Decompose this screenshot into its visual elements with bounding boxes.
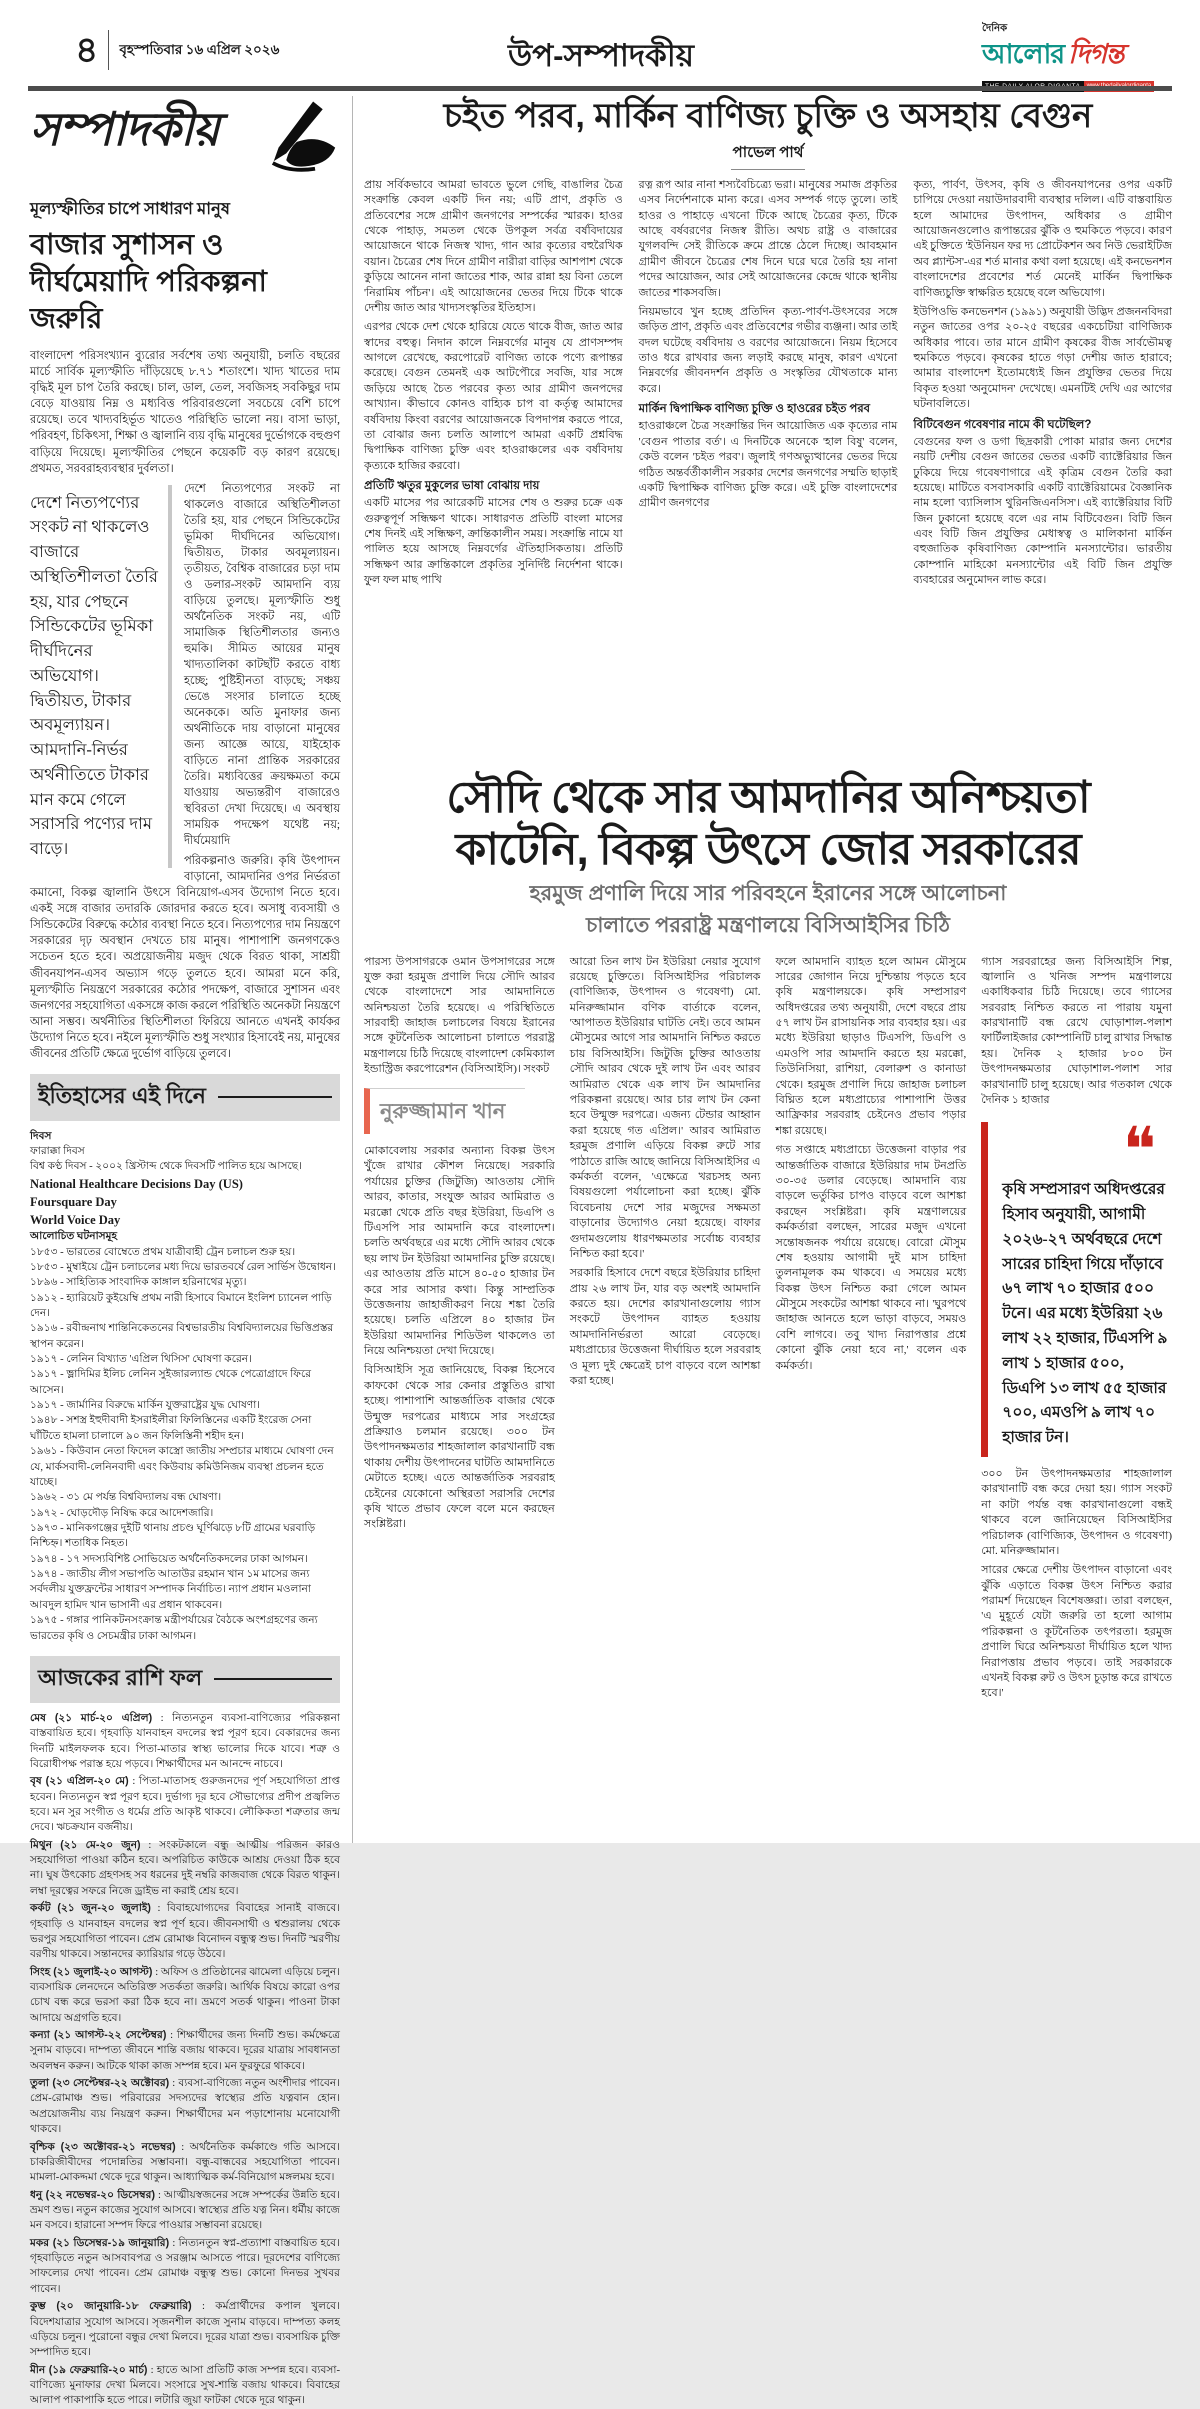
editorial-headline: বাজার সুশাসন ও দীর্ঘমেয়াদি পরিকল্পনা জরুরি [30,229,267,336]
body-paragraph: হাওরাঞ্চলে চৈত্র সংক্রান্তির দিন আয়োজিত এক কৃত্যের নাম 'বেগুন পাতার বর্ত'। এ দিনটিকে অনেকে 'হাল বিষু' বলেন, কেউ বলেন 'চইত পরব'। জুলাই গণঅভ্যুত্থানের ভেতর দিয়ে গঠিত অন্তর্বর্তীকালীন সরকার দেশের জনগণের সম্মতি ছাড়াই একটি দ্বিপাক্ষিক বাণিজ্য চুক্তি করে। এই চুক্তি বাংলাদেশের গ্রামীণ জনগণের [638,420,898,510]
horoscope-entry: বৃশ্চিক (২৩ অক্টোবর-২১ নভেম্বর) : অর্থনৈতিক কর্মকাণ্ডে গতি আসবে। চাকরিজীবীদের পদোন্নতির সম্ভাবনা। বন্ধু-বান্ধবের সহযোগিতা পাবেন। মামলা-মোকদ্দমা থেকে দূরে থাকুন। আধ্যাত্মিক কর্ম-বিনিয়োগ মঙ্গলময় হবে। [30,2140,341,2184]
masthead-daily: দৈনিক [982,23,1008,34]
editorial-kicker: মূল্যস্ফীতির চাপে সাধারণ মানুষ [30,199,230,218]
article2-column-3 [776,955,967,1875]
horoscope-section-header [30,1656,340,1703]
article2-subtitle-line1: হরমুজ প্রণালি দিয়ে সার পরিবহনে ইরানের সঙ্গে আলোচনা [529,881,1007,905]
body-paragraph: গ্যাস সরবরাহের জন্য বিসিআইসি শিল্প, জ্বালানি ও খনিজ সম্পদ মন্ত্রণালয়ে একাধিকবার চিঠি দিয়েছে। তবে গ্যাসের সরবরাহ নিশ্চিত করতে না পারায় যমুনা কারখানাটি বন্ধ রেখে ঘোড়াশাল-পলাশ ফার্টিলাইজার কোম্পানিটি চালু রাখার সিদ্ধান্ত হয়। দৈনিক ২ হাজার ৮০০ টন উৎপাদনক্ষমতার ঘোড়াশাল-পলাশ সার কারখানাটি চালু হয়েছে। আর গতকাল থেকে দৈনিক ১ হাজার [981,955,1172,1107]
article1-byline-rule [731,169,805,170]
masthead-logo [982,24,1150,92]
article2-subtitle-line2: চালাতে পররাষ্ট্র মন্ত্রণালয়ে বিসিআইসির চিঠি [585,914,950,938]
reporter-byline: নুরুজ্জামান খান [364,1088,525,1134]
history-item: ১৯১৬ - রবীন্দ্রনাথ শান্তিনিকেতনের বিশ্বভারতীয় বিশ্ববিদ্যালয়ের ভিত্তিপ্রস্তর স্থাপন করেন। [30,1323,334,1350]
masthead-name [982,34,1150,79]
history-item: ১৯১৭ - জার্মানির বিরুদ্ধে মার্কিন যুক্তরাষ্ট্রের যুদ্ধ ঘোষণা। [30,1400,261,1412]
horoscope-sign: সিংহ (২১ জুলাই-২০ আগস্ট) [30,1965,153,1978]
article-opinion [364,96,1172,738]
horoscope-entry: তুলা (২৩ সেপ্টেম্বর-২২ অক্টোবর) : ব্যবসা-বাণিজ্যে নতুন অংশীদার পাবেন। প্রেম-রোমাঞ্চ শুভ। পরিবারের সদস্যদের স্বাস্থ্যের প্রতি যত্নবান হোন। অপ্রয়োজনীয় ব্যয় নিয়ন্ত্রণ করুন। শিক্ষার্থীদের মন পড়াশোনায় মনোযোগী থাকবে। [30,2077,341,2136]
hand-pen-icon [244,98,340,180]
body-paragraph: আরো তিন লাখ টন ইউরিয়া নেয়ার সুযোগ রয়েছে চুক্তিতে। বিসিআইসির পরিচালক (বাণিজ্যিক, উৎপাদন ও গবেষণা) মো. মনিরুজ্জামান বণিক বার্তাকে বলেন, 'আপাতত ইউরিয়ার ঘাটতি নেই। তবে আমন মৌসুমের আগে সার আমদানি নিশ্চিত করতে চায় বিসিআইসি। জিটুজি চুক্তির আওতায় সৌদি আরব থেকে দুই লাখ টন এবং আরব আমিরাত থেকে এক লাখ টন আমদানির পরিকল্পনা রয়েছে। আর চার লাখ টন কেনা হবে উন্মুক্ত দরপত্রে। এজন্য টেন্ডার আহ্বান করা হয়েছে গত এপ্রিল।' আরব আমিরাত হরমুজ প্রণালি এড়িয়ে বিকল্প রুটে সার পাঠাতে রাজি আছে জানিয়ে বিসিআইসির এ কর্মকর্তা বলেন, 'এক্ষেত্রে খরচসহ অন্য বিষয়গুলো পর্যালোচনা করা হচ্ছে। ঝুঁকি বিবেচনায় দেশে সার মজুদের সক্ষমতা বাড়ানোর উদ্যোগও নেয়া হয়েছে। বাফার গুদামগুলোয় ধারণক্ষমতার সর্বোচ্চ ব্যবহার নিশ্চিত করা হবে।' [569,955,761,1260]
history-item: ১৮৫৩ - ভারতের বোম্বেতে প্রথম যাত্রীবাহী ট্রেন চলাচল শুরু হয়। [30,1246,296,1258]
history-item: দিবস [30,1130,52,1142]
article2-columns [364,955,1172,1875]
article2-column-4 [981,955,1172,1875]
article1-byline: পাভেল পার্থ [732,144,804,161]
body-paragraph: প্রায় সর্বিকভাবে আমরা ভাবতে ভুলে গেছি, বাঙালির চৈত্র সংক্রান্তি কেবল একটি দিন নয়; এটি প্রাণ, প্রকৃতি ও প্রতিবেশের সঙ্গে গ্রামীণ জনগণের সম্পর্কের স্মারক। হাওর থেকে পাহাড়, সমতল থেকে উপকূল সর্বত্র বর্ষবিদায়ের আয়োজনে থাকে নিজস্ব খাদ্য, গান আর কৃত্যের বহুরৈখিক বয়ান। চৈত্রের শেষ দিনে গ্রামীণ নারীরা বাড়ির আশপাশ থেকে কুড়িয়ে আনেন নানা জাতের শাক, আর রান্না হয় বিনা তেলে 'নিরামিষ পাঁচন'। এই আয়োজনের ভেতর দিয়ে টিকে থাকে দেশীয় জাত আর খাদ্যসংস্কৃতির ইতিহাস। [364,178,623,314]
history-item: National Healthcare Decisions Day (US) [30,1176,243,1191]
horoscope-sign: কন্যা (২১ আগস্ট-২২ সেপ্টেম্বর) [30,2029,167,2042]
horoscope-sign: তুলা (২৩ সেপ্টেম্বর-২২ অক্টোবর) [30,2077,170,2090]
body-paragraph: ইউপিওভি কনভেনশন (১৯৯১) অনুযায়ী উদ্ভিদ প্রজননবিদরা নতুন জাতের ওপর ২০-২৫ বছরের একচেটিয়া বাণিজ্যিক অধিকার পাবে। তার মানে গ্রামীণ কৃষকের বীজ সার্বভৌমত্ব হুমকিতে পড়বে। কৃষকের হাতে গড়া দেশীয় জাত হারাবে; আমার বাংলাদেশ ইতোমধ্যেই জিন প্রযুক্তির ভেতর দিয়ে বিকৃত হওয়া 'অনুমোদন' দেখেছে। এমনটিই দেখি এর আগের ঘটনাবলিতে। [913,305,1173,411]
body-paragraph: বিসিআইসি সূত্র জানিয়েছে, বিকল্প হিসেবে কাফকো থেকে সার কেনার প্রস্তুতিও রাখা হচ্ছে। পাশাপাশি আন্তর্জাতিক বাজার থেকে উন্মুক্ত দরপত্রের মাধ্যমে সার সংগ্রহের প্রক্রিয়াও চলমান রয়েছে। ৩০০ টন উৎপাদনক্ষমতার শাহজালাল কারখানাটি বন্ধ থাকায় দেশীয় উৎপাদনের ঘাটতি আমদানিতে মেটাতে হচ্ছে। এতে আন্তর্জাতিক সরবরাহ চেইনের যেকোনো অস্থিরতা সরাসরি দেশের কৃষি খাতে প্রভাব ফেলে বলে মনে করছেন সংশ্লিষ্টরা। [364,1364,555,1531]
history-item: ১৯৭৪ - ১৭ সদস্যবিশিষ্ট সোভিয়েত অর্থনৈতিকদলের ঢাকা আগমন। [30,1553,308,1565]
horoscope-entry: কুম্ভ (২০ জানুয়ারি-১৮ ফেব্রুয়ারি) : কর্মপ্রার্থীদের কপাল খুলবে। বিদেশযাত্রার সুযোগ আসবে। সৃজনশীল কাজে সুনাম বাড়বে। দাম্পত্য কলহ এড়িয়ে চলুন। পুরোনো বন্ধুর দেখা মিলবে। দূরের যাত্রা শুভ। ব্যবসায়িক চুক্তি সম্পাদিত হবে। [30,2300,340,2359]
section-page-title: উপ-সম্পাদকীয় [507,38,694,73]
history-item: ১৯১৭ - লেনিন বিখ্যাত 'এপ্রিল থিসিস' ঘোষণা করেন। [30,1354,252,1366]
header-rule [28,86,1172,91]
body-paragraph: সারের ক্ষেত্রে দেশীয় উৎপাদন বাড়ানো এবং ঝুঁকি এড়াতে বিকল্প উৎস নিশ্চিত করার পরামর্শ দিয়েছেন বিশেষজ্ঞরা। তারা বলছেন, 'এ মুহূর্তে যেটা জরুরি তা হলো আগাম পরিকল্পনা ও কূটনৈতিক তৎপরতা। হরমুজ প্রণালি ঘিরে অনিশ্চয়তা দীর্ঘায়িত হলে খাদ্য নিরাপত্তায় প্রভাব পড়বে। তাই সরকারকে এখনই বিকল্প রুট ও উৎস চূড়ান্ত করে রাখতে হবে।' [981,1564,1172,1700]
history-item: ১৮৯৬ - সাহিত্যিক সাংবাদিক কাঙ্গাল হরিনাথের মৃত্যু। [30,1277,247,1289]
history-item: আলোচিত ঘটনাসমূহ [30,1231,118,1243]
body-paragraph: বেগুনের ফল ও ডগা ছিদ্রকারী পোকা মারার জন্য দেশের নয়টি দেশীয় বেগুন জাতের ভেতর একটি ব্যাক্টেরিয়ার জিন ঢুকিয়ে দিয়ে গবেষণাগারে এই কৃত্রিম বেগুন তৈরি করা হয়েছে। মাটিতে বসবাসকারি একটি ব্যাক্টেরিয়ামের বৈজ্ঞানিক নাম হলো 'ব্যাসিলাস থুরিনজিএনসিস'। এই ব্যাক্টেরিয়ার বিটি জিন ঢুকানো হয়েছে বলে এর নাম বিটিবেগুন। বিটি জিন এবং বিটি জিন প্রযুক্তির মেধাস্বত্ব ও মালিকানা মার্কিন বহুজাতিক কৃষিবাণিজ্য কোম্পানি মনস্যান্টোর। ভারতীয় কোম্পানি মাহিকো মনস্যান্টোর এই বিটি জিন প্রযুক্তি ব্যবহারের অনুমোদন লাভ করে। [913,435,1173,587]
article2-headline-line1: সৌদি থেকে সার আমদানির অনিশ্চয়তা [446,773,1090,822]
horoscope-entry: মেষ (২১ মার্চ-২০ এপ্রিল) : নিত্যনতুন ব্যবসা-বাণিজ্যের পরিকল্পনা বাস্তবায়িত হবে। গৃহবাড়ি যানবাহন বদলের স্বপ্ন পূরণ হবে। বেকারদের জন্য দিনটি মাইলফলক হবে। পিতা-মাতার স্বাস্থ্য ভালোর দিকে যাবে। শত্রু ও বিরোধীপক্ষ পরাস্ত হয়ে পড়বে। শিক্ষার্থীদের মন আনন্দে নাচবে। [30,1711,340,1770]
page-number: ৪ [75,29,99,70]
article2-column-1 [364,955,555,1875]
body-paragraph: পারস্য উপসাগরকে ওমান উপসাগরের সঙ্গে যুক্ত করা হরমুজ প্রণালি দিয়ে সৌদি আরব থেকে বাংলাদেশে সার আমদানিতে অনিশ্চয়তা তৈরি হয়েছে। এ পরিস্থিতিতে সারবাহী জাহাজ চলাচলের বিষয়ে ইরানের সঙ্গে কূটনৈতিক আলোচনা চালাতে পররাষ্ট্র মন্ত্রণালয়ে চিঠি দিয়েছে বাংলাদেশ কেমিক্যাল ইন্ডাস্ট্রিজ করপোরেশন (বিসিআইসি)। সংকট [364,955,555,1076]
article2-headline-line2: কাটেনি, বিকল্প উৎসে জোর সরকারের [455,824,1081,874]
horoscope-entry: সিংহ (২১ জুলাই-২০ আগস্ট) : অফিস ও প্রতিষ্ঠানের ঝামেলা এড়িয়ে চলুন। ব্যবসায়িক লেনদেনে অতিরিক্ত সতর্কতা জরুরি। আর্থিক বিষয়ে কারো ওপর চোখ বন্ধ করে ভরসা করা ঠিক হবে না। ভ্রমণে সতর্ক থাকুন। পাওনা টাকা আদায়ে অগ্রগতি হবে। [30,1965,341,2024]
horoscope-sign: কর্কট (২১ জুন-২০ জুলাই) [30,1902,151,1915]
editorial-paragraph: পরিকল্পনাও জরুরি। কৃষি উৎপাদন বাড়ানো, আমদানির ওপর নির্ভরতা কমানো, বিকল্প জ্বালানি উৎসে বিনিয়োগ-এসব উদ্যোগ নিতে হবে। একই সঙ্গে বাজার তদারকি জোরদার করতে হবে। অসাধু ব্যবসায়ী ও সিন্ডিকেটের বিরুদ্ধে কঠোর ব্যবস্থা নিতে হবে। নিত্যপণ্যের দাম নিয়ন্ত্রণে সরকারের দৃঢ় অবস্থান দেখতে চায় মানুষ। পাশাপাশি জনগণকেও সচেতন হতে হবে। অপ্রয়োজনীয় মজুদ থেকে বিরত থাকা, সাশ্রয়ী জীবনযাপন-এসব অভ্যাস গড়ে তুলতে হবে। আমরা মনে করি, মূল্যস্ফীতি নিয়ন্ত্রণে সরকারের কঠোর পদক্ষেপ, বাজারে সুশাসন এবং জনগণের সহযোগিতা একসঙ্গে কাজ করলে পরিস্থিতি অনেকটা নিয়ন্ত্রণে আনা সম্ভব। অর্থনীতির স্থিতিশীলতা ফিরিয়ে আনতে এখনই কার্যকর উদ্যোগ নিতে হবে। নইলে মূল্যস্ফীতি শুধু সংখ্যার হিসাবেই নয়, মানুষের জীবনের প্রতিটি ক্ষেত্রে দুর্ভোগ বাড়িয়ে তুলবে। [30,855,340,1060]
history-item: ১৯১২ - হ্যারিয়েট কুইয়েম্বি প্রথম নারী হিসাবে বিমানে ইংলিশ চ্যানেল পাড়ি দেন। [30,1292,332,1319]
history-item: ফারাক্কা দিবস [30,1146,85,1158]
horoscope-entry: ধনু (২২ নভেম্বর-২০ ডিসেম্বর) : আত্মীয়স্বজনের সঙ্গে সম্পর্কের উন্নতি হবে। ভ্রমণ শুভ। নতুন কাজের সুযোগ আসবে। স্বাস্থ্যের প্রতি যত্ন নিন। ধর্মীয় কাজে মন বসবে। হারানো সম্পদ ফিরে পাওয়ার সম্ভাবনা রয়েছে। [30,2188,340,2232]
body-paragraph: ফলে আমদানি ব্যাহত হলে আমন মৌসুমে সারের জোগান নিয়ে দুশ্চিন্তায় পড়তে হবে কৃষি মন্ত্রণালয়কে। কৃষি সম্প্রসারণ অধিদপ্তরের তথ্য অনুযায়ী, দেশে বছরে প্রায় ৫৭ লাখ টন রাসায়নিক সার ব্যবহার হয়। এর মধ্যে ইউরিয়া ছাড়াও টিএসপি, ডিএপি ও এমওপি সার আমদানি করতে হয় মরক্কো, তিউনিসিয়া, রাশিয়া, বেলারুশ ও কানাডা থেকে। হরমুজ প্রণালি দিয়ে জাহাজ চলাচল বিঘ্নিত হলে মধ্যপ্রাচ্যের পাশাপাশি উত্তর আফ্রিকার সরবরাহ চেইনেও প্রভাব পড়ার শঙ্কা রয়েছে। [775,955,967,1137]
body-paragraph: রত্ন রূপ আর নানা শস্যবৈচিত্র্যে ভরা। মানুষের সমাজ প্রকৃতির এসব নির্দেশনাকে মান্য করে। এসব সম্পর্ক গড়ে তুলে। তাই হাওর ও পাহাড়ে এখনো টিকে আছে চৈত্রের কৃত্য, টিকে আছে বর্ষবরণের নিজস্ব রীতি। অথচ রাষ্ট্র ও বাজারের যুগলবন্দি সেই রীতিকে ক্রমে প্রান্তে ঠেলে দিচ্ছে। আবহমান গ্রামীণ জীবনে চৈত্রের শেষ দিনে ঘরে ঘরে তৈরি হয় নানা পদের আয়োজন, আর সেই আয়োজনের কেন্দ্রে থাকে স্থানীয় জাতের শাকসবজি। [638,178,898,299]
horoscope-sign: বৃশ্চিক (২৩ অক্টোবর-২১ নভেম্বর) [30,2140,176,2153]
article1-column-1 [364,178,623,738]
article-fertilizer [364,772,1172,1843]
horoscope-entry: মকর (২১ ডিসেম্বর-১৯ জানুয়ারি) : নিত্যনতুন স্বপ্ন-প্রত্যাশা বাস্তবায়িত হবে। গৃহবাড়িতে নতুন আসবাবপত্র ও সরঞ্জাম আসতে পারে। দূরদেশের বাণিজ্যে সাফল্যের দেখা পাবেন। প্রেম রোমাঞ্চ বন্ধুত্ব শুভ। কোনো দিনভর সুখবর পাবেন। [30,2236,340,2295]
history-item: ১৯৬১ - কিউবান নেতা ফিদেল কাস্ত্রো জাতীয় সম্প্রচার মাধ্যমে ঘোষণা দেন যে, মার্কসবাদী-লেনিনবাদী এবং কিউবায় কমিউনিজম ব্যবস্থা প্রচলন হতে যাচ্ছে। [30,1446,334,1488]
history-header-rule [218,1096,332,1098]
history-item: ১৯৬২ - ৩১ মে পর্যন্ত বিশ্ববিদ্যালয় বন্ধ ঘোষণা। [30,1492,222,1504]
masthead-name-alor: আলোর [982,39,1065,69]
horoscope-entry: মিথুন (২১ মে-২০ জুন) : সংকটকালে বন্ধু আত্মীয় পরিজন কারও সহযোগিতা পাওয়া কঠিন হবে। অপরিচিত কাউকে আশ্রয় দেওয়া ঠিক হবে না। ঘুষ উৎকোচ গ্রহণসহ সব ধরনের দুই নম্বরি কাজবাজ থেকে বিরত থাকুন। লম্বা দূরত্বের সফরে নিজে ড্রাইভ না করাই শ্রেয় হবে। [30,1838,340,1897]
article2-column-4-top [981,955,1172,1109]
horoscope-section-title: আজকের রাশি ফল [38,1664,203,1690]
body-paragraph: কৃত্য, পার্বণ, উৎসব, কৃষি ও জীবনযাপনের ওপর একটি চাপিয়ে দেওয়া নয়াউদারবাদী ব্যবস্থার দলিল। এটি বাস্তবায়িত হলে আমাদের উৎপাদন, অধিকার ও গ্রামীণ আয়োজনগুলোও রূপান্তরের ঝুঁকি ও হুমকিতে পড়বে। কারণ এই চুক্তিতে 'ইউনিয়ন ফর দ্য প্রোটেকশন অব নিউ ভেরাইটিজ অব প্ল্যান্টস'-এর শর্ত মানার কথা বলা হয়েছে। এই কনভেনশন বাংলাদেশের প্রবেশের শর্ত মেনেই মার্কিন দ্বিপাক্ষিক বাণিজ্যচুক্তি স্বাক্ষরিত হয়েছে বলে অভিযোগ। [913,178,1173,299]
editorial-lead: বাংলাদেশ পরিসংখ্যান ব্যুরোর সর্বশেষ তথ্য অনুযায়ী, চলতি বছরের মার্চে সার্বিক মূল্যস্ফীতি দাঁড়িয়েছে ৮.৭১ শতাংশে। খাদ্য খাতের দাম বৃদ্ধিই মূল চাপ তৈরি করছে। চাল, ডাল, তেল, সবজিসহ সবকিছুর দাম বেড়ে যাওয়ায় নিম্ন ও মধ্যবিত্ত পরিবারগুলো সবচেয়ে বেশি চাপে রয়েছে। তবে খাদ্যবহির্ভূত খাতেও পরিস্থিতি ভালো নয়। বাসা ভাড়া, পরিবহণ, চিকিৎসা, শিক্ষা ও জ্বালানি ব্যয় বৃদ্ধি মানুষের দুর্ভোগকে বহুগুণ বাড়িয়ে দিয়েছে। মূল্যস্ফীতির পেছনে কয়েকটি বড় কারণ রয়েছে। প্রথমত, সরবরাহব্যবস্থার দুর্বলতা। [30,350,340,475]
article1-columns [364,178,1172,738]
body-paragraph: সরকারি হিসাবে দেশে বছরে ইউরিয়ার চাহিদা প্রায় ২৬ লাখ টন, যার বড় অংশই আমদানি করতে হয়। দেশের কারখানাগুলোয় গ্যাস সংকটে উৎপাদন ব্যাহত হওয়ায় আমদানিনির্ভরতা আরো বেড়েছে। মধ্যপ্রাচ্যের উত্তেজনা দীর্ঘায়িত হলে সরবরাহ ও মূল্য দুই ক্ষেত্রেই চাপ বাড়বে বলে আশঙ্কা করা হচ্ছে। [569,1267,761,1388]
history-item: ১৯১৭ - ভ্লাদিমির ইলিচ লেনিন সুইজারল্যান্ড থেকে পেত্রোগ্রাদে ফিরে আসেন। [30,1369,312,1396]
horoscope-sign: ধনু (২২ নভেম্বর-২০ ডিসেম্বর) [30,2188,155,2201]
history-section-title: ইতিহাসের এই দিনে [38,1082,206,1108]
horoscope-header-rule [214,1678,332,1680]
horoscope-list [30,1711,340,2409]
editorial-logo-word: সম্পাদকীয় [30,104,219,155]
statistics-quote-box [981,1113,1172,1457]
editorial-body-wrap [30,481,340,1062]
horoscope-sign: মীন (১৯ ফেব্রুয়ারি-২০ মার্চ) [30,2363,148,2376]
editorial-paragraph: দেশে নিত্যপণ্যের সংকট না থাকলেও বাজারে অস্থিতিশীলতা তৈরি হয়, যার পেছনে সিন্ডিকেটের ভূমিকা দীর্ঘদিনের অভিযোগ। দ্বিতীয়ত, টাকার অবমূল্যায়ন। তৃতীয়ত, বৈশ্বিক বাজারের চড়া দাম ও ডলার-সংকট আমদানি ব্যয় বাড়িয়ে তুলছে। মূল্যস্ফীতি শুধু অর্থনৈতিক সংকট নয়, এটি সামাজিক স্থিতিশীলতার জন্যও হুমকি। সীমিত আয়ের মানুষ খাদ্যতালিকা কাটছাঁট করতে বাধ্য হচ্ছে; পুষ্টিহীনতা বাড়ছে; সঞ্চয় ভেঙে সংসার চালাতে হচ্ছে অনেককে। অতি মুনাফার জন্য অর্থনীতিকে দায় বাড়ানো মানুষের জন্য আজ্ঞে আয়ে, যাইহোক বাড়িতে নানা প্রান্তিক সরকারের তৈরি। মধ্যবিত্তের ক্রয়ক্ষমতা কমে যাওয়ায় অভ্যন্তরীণ বাজারেও স্থবিরতা দেখা দিয়েছে। এ অবস্থায় সাময়িক পদক্ষেপ যথেষ্ট নয়; দীর্ঘমেয়াদি [184,482,340,848]
quote-text: কৃষি সম্প্রসারণ অধিদপ্তরের হিসাব অনুযায়ী, আগামী ২০২৬-২৭ অর্থবছরে দেশে সারের চাহিদা গিয়ে দাঁড়াবে ৬৭ লাখ ৭০ হাজার ৫০০ টনে। এর মধ্যে ইউরিয়া ২৬ লাখ ২২ হাজার, টিএসপি ৯ লাখ ১ হাজার ৫০০, ডিএপি ১৩ লাখ ৫৫ হাজার ৭০০, এমওপি ৯ লাখ ৭০ হাজার টন। [1002,1181,1168,1447]
quote-icon: ❝ [1122,1113,1156,1187]
body-paragraph: মোকাবেলায় সরকার অন্যান্য বিকল্প উৎস খুঁজে রাখার কৌশল নিয়েছে। সরকারি পর্যায়ের চুক্তির (জিটুজি) আওতায় সৌদি আরব, কাতার, সংযুক্ত আরব আমিরাত ও মরক্কো থেকে প্রতি বছর ইউরিয়া, ডিএপি ও টিএসপি সার আমদানি করে বাংলাদেশ। চলতি অর্থবছরে এর মধ্যে সৌদি আরব থেকে ছয় লাখ টন ইউরিয়া আমদানির চুক্তি রয়েছে। এর আওতায় প্রতি মাসে ৪০-৫০ হাজার টন করে সার আসার কথা। কিন্তু সাম্প্রতিক উত্তেজনায় জাহাজীকরণ নিয়ে শঙ্কা তৈরি হয়েছে। চলতি এপ্রিলে ৪০ হাজার টন ইউরিয়া আমদানির শিডিউল থাকলেও তা নিয়ে অনিশ্চয়তা দেখা দিয়েছে। [364,1145,555,1358]
editorial-body [30,348,340,1061]
history-section-header [30,1074,340,1121]
masthead-name-diganta: দিগন্ত [1068,39,1124,69]
article2-column-1-rest [364,1144,555,1533]
body-paragraph: একটি মাসের পর আরেকটি মাসের শেষ ও শুরুর চক্রে এক গুরুত্বপূর্ণ সন্ধিক্ষণ থাকে। সাধারণত প্রতিটি বাংলা মাসের শেষ দিনই এই সন্ধিক্ষণ, ক্রান্তিকালীন সময়। সংক্রান্তি নামে যা পালিত হয়ে আসছে নিম্নবর্গের ঐতিহাসিকতায়। প্রতিটি সন্ধিক্ষণ আর ক্রান্তিকালে প্রকৃতির সুনির্দিষ্ট নির্দেশনা থাকে। ফুল ফল মাছ পাখি [364,497,623,587]
body-paragraph: নিয়মভাবে খুন হচ্ছে প্রতিদিন কৃত্য-পার্বণ-উৎসবের সঙ্গে জড়িত প্রাণ, প্রকৃতি এবং প্রতিবেশের গভীর ব্যঞ্জনা। আর তাই বদল ঘটেছে বর্ষবিদায় ও বরণের আয়োজনে। নিয়ম হিসেবে তাও ধরে রাখবার জন্য লড়াই করছে মানুষ, কারণ এখনো নিম্নবর্গের জীবনদর্শন প্রকৃতি ও সংস্কৃতির যৌথতাকে মান্য করে। [638,305,898,395]
history-item: ১৯৪৮ - সশস্ত্র ইহুদীবাদী ইসরাইলীরা ফিলিস্তিনের একটি ইংরেজ সেনা ঘাঁটিতে হামলা চালালে ৯০ জন ফিলিস্তিনী শহীদ হন। [30,1415,312,1442]
article1-column-3 [913,178,1172,738]
horoscope-entry: কর্কট (২১ জুন-২০ জুলাই) : বিবাহযোগ্যদের বিবাহের সানাই বাজবে। গৃহবাড়ি ও যানবাহন বদলের স্বপ্ন পূর্ণ হবে। জীবনসাথী ও শ্বশুরালয় থেকে ভরপুর সহযোগিতা পাবেন। প্রেম রোমাঞ্চ বিনোদন বন্ধুত্ব শুভ। দিনটি স্মরণীয় বরণীয় থাকবে। সন্তানদের ক্যারিয়ার গড়ে উঠবে। [30,1902,340,1961]
history-list [30,1129,340,1644]
editorial-logo [30,98,340,194]
editorial-pullquote: দেশে নিত্যপণ্যের সংকট না থাকলেও বাজারে অস্থিতিশীলতা তৈরি হয়, যার পেছনে সিন্ডিকেটের ভূমিকা দীর্ঘদিনের অভিযোগ। দ্বিতীয়ত, টাকার অবমূল্যায়ন। আমদানি-নির্ভর অর্থনীতিতে টাকার মান কমে গেলে সরাসরি পণ্যের দাম বাড়ে। [30,485,172,868]
article1-column-2 [639,178,898,738]
horoscope-sign: মকর (২১ ডিসেম্বর-১৯ জানুয়ারি) [30,2236,170,2249]
horoscope-entry: কন্যা (২১ আগস্ট-২২ সেপ্টেম্বর) : শিক্ষার্থীদের জন্য দিনটি শুভ। কর্মক্ষেত্রে সুনাম বাড়বে। দাম্পত্য জীবনে শান্তি বজায় থাকবে। দূরের যাত্রায় সাবধানতা অবলম্বন করুন। আটকে থাকা কাজ সম্পন্ন হবে। মন ফুরফুরে থাকবে। [30,2029,340,2072]
history-item: ১৯৭৪ - জাতীয় লীগ সভাপতি আতাউর রহমান খান ১ম মাসের জন্য সর্বদলীয় যুক্তফ্রন্টের সাধারণ সম্পাদক নির্বাচিত। ন্যাপ প্রধান মওলানা আবদুল হামিদ খান ভাসানী এর প্রধান থাকবেন। [30,1569,311,1611]
body-paragraph: এরপর থেকে দেশ থেকে হারিয়ে যেতে থাকে বীজ, জাত আর স্বাদের বহুত্ব। নিদান কালে নিম্নবর্গের মানুষ যে প্রাণসম্পদ আগলে রেখেছে, করপোরেট বাণিজ্য তাকে পণ্যে রূপান্তর করেছে। বেগুন তেমনই এক আটপৌরে সবজি, যার সঙ্গে জড়িয়ে আছে চৈত পরবের কৃত্য আর গ্রামীণ জনপদের আখ্যান। কীভাবে কোনও বাহ্যিক চাপ বা কর্তৃত্ব আমাদের বর্ষবিদায় কিংবা বরণের আয়োজনকে বিপদাপন্ন করতে পারে, তা বোঝার জন্য চলতি আলাপে আমরা একটি প্রশ্নবিদ্ধ দ্বিপাক্ষিক বাণিজ্য চুক্তি এবং হাওরাঞ্চলের এক বর্ষবিদায় কৃত্যকে হাজির করবো। [364,321,623,472]
horoscope-sign: মেষ (২১ মার্চ-২০ এপ্রিল) [30,1711,153,1724]
horoscope-sign: মিথুন (২১ মে-২০ জুন) [30,1838,141,1851]
history-item: Foursquare Day [30,1194,117,1209]
body-subhead: বিটিবেগুন গবেষণার নামে কী ঘটেছিল? [913,418,1092,431]
history-item: ১৮৫৩ - মুম্বাইয়ে ট্রেন চলাচলের মধ্য দিয়ে ভারতবর্ষে রেল সার্ভিস উদ্বোধন। [30,1261,336,1273]
horoscope-sign: বৃষ (২১ এপ্রিল-২০ মে) [30,1775,129,1788]
history-item: World Voice Day [30,1213,121,1228]
editorial-column [30,98,341,2407]
page-header [30,24,1172,82]
body-subhead: মার্কিন দ্বিপাক্ষিক বাণিজ্য চুক্তি ও হাওরের চইত পরব [638,403,871,416]
article2-column-4-bottom [981,1467,1172,1702]
horoscope-sign: কুম্ভ (২০ জানুয়ারি-১৮ ফেব্রুয়ারি) [30,2300,192,2313]
horoscope-entry: বৃষ (২১ এপ্রিল-২০ মে) : পিতা-মাতাসহ গুরুজনদের পূর্ণ সহযোগিতা প্রাপ্ত হবেন। নিত্যনতুন স্বপ্ন পূরণ হবে। দুর্ভাগ্য দূর হবে সৌভাগ্যের প্রদীপ প্রজ্বলিত হবে। মন সুর সংগীত ও ধর্মের প্রতি আকৃষ্ট থাকবে। লৌকিকতা শত্রুতার জন্ম দেবে। ঋচক্রযান বর্জনীয়। [30,1775,341,1834]
history-item: ১৯৭২ - ঘোড়দৌড় নিষিদ্ধ করে আদেশজারি। [30,1507,214,1519]
history-item: ১৯৭৩ - মানিকগঞ্জের দুইটি থানায় প্রচণ্ড ঘূর্ণিঝড়ে ৮টি গ্রামের ঘরবাড়ি নিশ্চিহ্ন। শতাধিক নিহত। [30,1522,316,1550]
history-item: ১৯৭৫ - গঙ্গার পানিকটনসংক্রান্ত মন্ত্রীপর্যায়ের বৈঠকে অংশগ্রহণের জন্য ভারতের কৃষি ও সেচমন্ত্রীর ঢাকা আগমন। [30,1615,318,1642]
history-item: বিশ্ব কণ্ঠ দিবস - ২০০২ খ্রিস্টাব্দ থেকে দিবসটি পালিত হয়ে আসছে। [30,1161,302,1173]
horoscope-entry: মীন (১৯ ফেব্রুয়ারি-২০ মার্চ) : হাতে আসা প্রতিটি কাজ সম্পন্ন হবে। ব্যবসা-বাণিজ্যে মুনাফার দেখা মিলবে। সংসারে সুখ-শান্তি বজায় থাকবে। বিবাহের আলাপ পাকাপাকি হতে পারে। লটারি জুয়া ফাটকা থেকে দূরে থাকুন। [30,2363,340,2407]
body-paragraph: গত সপ্তাহে মধ্যপ্রাচ্যে উত্তেজনা বাড়ার পর আন্তর্জাতিক বাজারে ইউরিয়ার দাম টনপ্রতি ৩০-৩৫ ডলার বেড়েছে। আমদানি ব্যয় বাড়লে ভর্তুকির চাপও বাড়বে বলে আশঙ্কা করছেন সংশ্লিষ্টরা। কৃষি মন্ত্রণালয়ের কর্মকর্তারা বলছেন, সারের মজুদ এখনো সন্তোষজনক পর্যায়ে রয়েছে। বোরো মৌসুম শেষ হওয়ায় আগামী দুই মাস চাহিদা তুলনামূলক কম থাকবে। এ সময়ের মধ্যে বিকল্প উৎস নিশ্চিত করা গেলে আমন মৌসুমে সংকটের আশঙ্কা থাকবে না। 'ঘুরপথে জাহাজ আনতে হলে ভাড়া বাড়বে, সময়ও বেশি লাগবে। তবু খাদ্য নিরাপত্তার প্রশ্নে কোনো ঝুঁকি নেয়া হবে না,' বলেন এক কর্মকর্তা। [775,1144,967,1372]
column-divider [352,96,353,1843]
body-paragraph: ৩০০ টন উৎপাদনক্ষমতার শাহজালাল কারখানাটি বন্ধ করে দেয়া হয়। গ্যাস সংকট না কাটা পর্যন্ত বন্ধ কারখানাগুলো বন্ধই থাকবে বলে জানিয়েছেন বিসিআইসির পরিচালক (বাণিজ্যিক, উৎপাদন ও গবেষণা) মো. মনিরুজ্জামান। [981,1467,1172,1557]
article1-headline: চইত পরব, মার্কিন বাণিজ্য চুক্তি ও অসহায় বেগুন [443,97,1093,135]
page-date: বৃহস্পতিবার ১৬ এপ্রিল ২০২৬ [119,41,280,57]
body-subhead: প্রতিটি ঋতুর মুকুলের ভাষা বোঝায় দায় [364,480,540,493]
article2-column-2 [570,955,761,1875]
